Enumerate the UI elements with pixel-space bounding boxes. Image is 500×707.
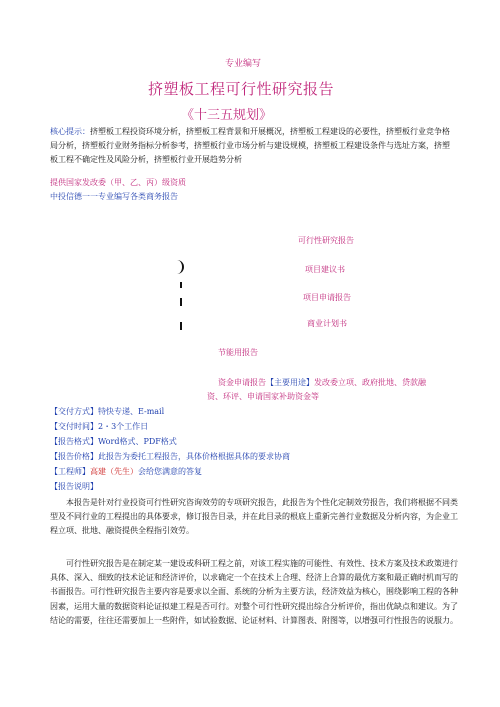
brace-tick [180,298,182,306]
service-item-application: 项目申请报告 [303,293,351,302]
report-subtitle: 《十三五规划》 [181,108,273,123]
detail-report-price: 【报告价格】此报告为委托工程报告，具体价格根据具体的要求协商 [50,452,290,461]
service-item-feasibility: 可行性研究报告 [298,236,354,245]
brace-tick [180,322,182,330]
detail-engineer [50,466,202,477]
service-item-business-plan: 商业计划书 [307,319,347,328]
engineer-suffix: 会给您满意的答复 [138,467,202,476]
core-hint-text: 挤塑板工程投资环境分析，挤塑板工程背景和开展概况，挤塑板工程建设的必要性，挤塑板行业竞争格局分析，挤塑板行业财务指标分析参考，挤塑板行业市场分析与建设规模，挤塑板工程建设条件与选址方案，挤塑板工程不确定性及风险分析，挤塑板行业开展趋势分析 [50,127,450,164]
paragraph-feasibility-definition: 可行性研究报告是在制定某一建设或科研工程之前，对该工程实施的可能性、有效性、技术方案及技术政策进行具体、深入、细致的技术论证和经济评价，以求确定一个在技术上合理、经济上合算的最优方案和最正确时机而写的书面报告。可行性研究报告主要内容是要求以全面、系统的分析为主要方法，经济效益为核心，围绕影响工程的各种因素，运用大量的数据资料论证拟建工程是否可行。对整个可行性研究提出综合分析评价，指出优缺点和建议。为了结论的需要，往往还需要加上一些附件，如试验数据、论证材料、计算图表、附图等，以增强可行性报告的说服力。 [50,559,458,625]
funding-line [218,377,426,388]
detail-delivery-time: 【交付时间】2・3个工作日 [50,422,149,431]
core-hint [50,125,455,167]
report-description-key: 【报告说明】 [50,482,98,491]
funding-text: 发改委立项、政府批地、贷款融 [314,378,426,387]
header-label: 专业编写 [225,59,262,69]
report-title: 挤塑板工程可行性研究报告 [148,80,335,98]
organization-line: 中投信德一一专业编写各类商务报告 [50,192,178,201]
detail-delivery-method: 【交付方式】特快专递、E-mail [50,407,165,416]
funding-label: 资金申请报告 [218,378,266,387]
qualification-line: 提供国家发改委（甲、乙、丙）级资质 [50,178,186,187]
brace-tick [180,282,182,288]
brace-arc [170,260,184,274]
engineer-name: 高建（先生） [90,467,138,476]
funding-bracket: 【主要用途】 [266,378,314,387]
detail-report-format: 【报告格式】Word格式、PDF格式 [50,437,177,446]
core-hint-label: 核心提示： [50,127,90,136]
engineer-key: 【工程师】 [50,467,90,476]
funding-text-line2: 资、环评、申请国家补助资金等 [207,392,319,401]
service-item-proposal: 项目建议书 [305,265,345,274]
paragraph-report-description: 本报告是针对行业投资可行性研究咨询效劳的专项研究报告，此报告为个性化定制效劳报告，我们将根据不同类型及不同行业的工程提出的具体要求，修订报告目录，并在此目录的根底上重新完善行业数据及分析内容，为企业工程立项、批地、融资提供全程指引效劳。 [50,498,458,536]
service-item-energy: 节能用报告 [218,348,258,357]
